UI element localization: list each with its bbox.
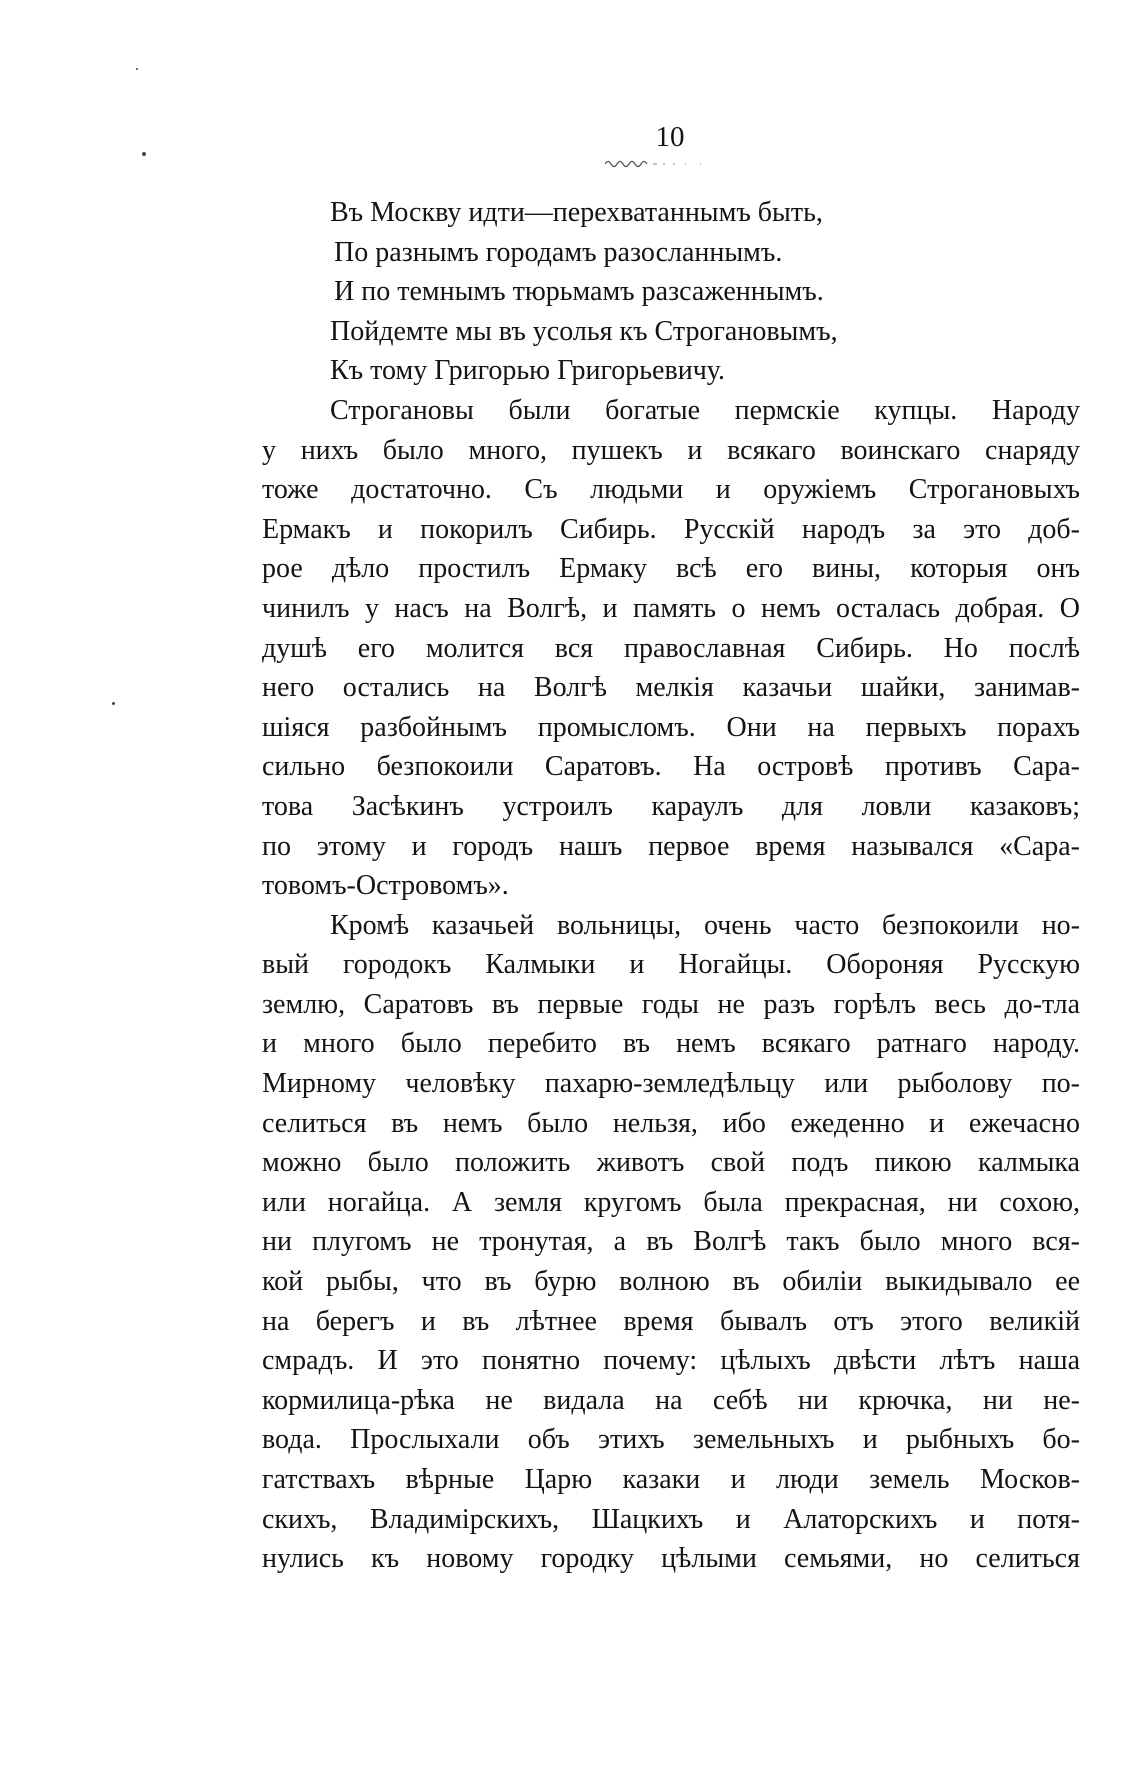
text-line: Строгановы были богатые пермскіе купцы. Народу: [330, 394, 1080, 426]
text-line: товомъ-Островомъ».: [262, 870, 509, 902]
text-line: нулись къ новому городку цѣлыми семьями, но селиться: [262, 1543, 1080, 1575]
text-line: това Засѣкинъ устроилъ караулъ для ловли казаковъ;: [262, 790, 1080, 822]
text-line: на берегъ и въ лѣтнее время бывалъ отъ этого великій: [262, 1305, 1080, 1337]
verse-line: Въ Москву идти—перехватаннымъ быть,: [330, 197, 823, 228]
text-line: Ермакъ и покорилъ Сибирь. Русскій народъ за это доб-: [262, 513, 1080, 545]
text-line: тоже достаточно. Съ людьми и оружіемъ Строгановыхъ: [262, 474, 1080, 506]
text-line: вода. Прослыхали объ этихъ земельныхъ и рыбныхъ бо-: [262, 1424, 1080, 1456]
verse-line: По разнымъ городамъ разосланнымъ.: [334, 236, 783, 268]
text-line: него остались на Волгѣ мелкія казачьи шайки, занимав-: [262, 672, 1080, 704]
text-line: кормилица-рѣка не видала на себѣ ни крючка, ни не-: [262, 1384, 1080, 1416]
text-line: или ногайца. А земля кругомъ была прекрасная, ни сохою,: [262, 1186, 1080, 1218]
text-line: чинилъ у насъ на Волгѣ, и память о немъ осталась добрая. О: [262, 592, 1080, 624]
text-line: Кромѣ казачьей вольницы, очень часто безпокоили но-: [330, 909, 1080, 941]
scan-speck: [112, 702, 115, 705]
text-line: кой рыбы, что въ бурю волною въ обиліи выкидывало ее: [262, 1266, 1080, 1298]
text-line: землю, Саратовъ въ первые годы не разъ горѣлъ весь до-тла: [262, 988, 1080, 1020]
text-line: Мирному человѣку пахарю-земледѣльцу или рыболову по-: [262, 1068, 1080, 1100]
text-line: смрадъ. И это понятно почему: цѣлыхъ двѣсти лѣтъ наша: [262, 1345, 1080, 1377]
verse-quote: [262, 193, 1080, 391]
text-line: у нихъ было много, пушекъ и всякаго воинскаго снаряду: [262, 434, 1080, 466]
text-line: селиться въ немъ было нельзя, ибо ежеденно и ежечасно: [262, 1107, 1080, 1139]
text-line: душѣ его молится вся православная Сибирь. Но послѣ: [262, 632, 1080, 664]
text-line: можно было положить животъ свой подъ пикою калмыка: [262, 1147, 1080, 1179]
paragraph-kalmyks: [262, 906, 1080, 1579]
text-line: ни плугомъ не тронутая, а въ Волгѣ такъ было много вся-: [262, 1226, 1080, 1258]
text-line: сильно безпокоили Саратовъ. На островѣ противъ Сара-: [262, 751, 1080, 783]
text-line: гатствахъ вѣрные Царю казаки и люди земель Москов-: [262, 1464, 1080, 1495]
text-line: по этому и городъ нашъ первое время назывался «Сара-: [262, 830, 1080, 862]
text-line: скихъ, Владимірскихъ, Шацкихъ и Алаторскихъ и потя-: [262, 1503, 1080, 1535]
page-number: 10: [655, 121, 685, 153]
scan-speck: [136, 68, 138, 70]
verse-line: И по темнымъ тюрьмамъ разсаженнымъ.: [334, 276, 824, 308]
paragraph-stroganovs: [262, 391, 1080, 906]
verse-line: Къ тому Григорью Григорьевичу.: [330, 355, 725, 387]
text-line: шіяся разбойнымъ промысломъ. Они на первыхъ порахъ: [262, 711, 1080, 743]
verse-line: Пойдемте мы въ усолья къ Строгановымъ,: [330, 315, 838, 347]
text-line: и много было перебито въ немъ всякаго ратнаго народу.: [262, 1028, 1080, 1060]
wavy-rule-ornament: [605, 156, 715, 168]
page-text: [262, 193, 1080, 1579]
text-line: рое дѣло простилъ Ермаку всѣ его вины, которыя онъ: [262, 553, 1080, 585]
scan-speck: [142, 152, 146, 156]
text-line: вый городокъ Калмыки и Ногайцы. Обороняя Русскую: [262, 949, 1080, 981]
